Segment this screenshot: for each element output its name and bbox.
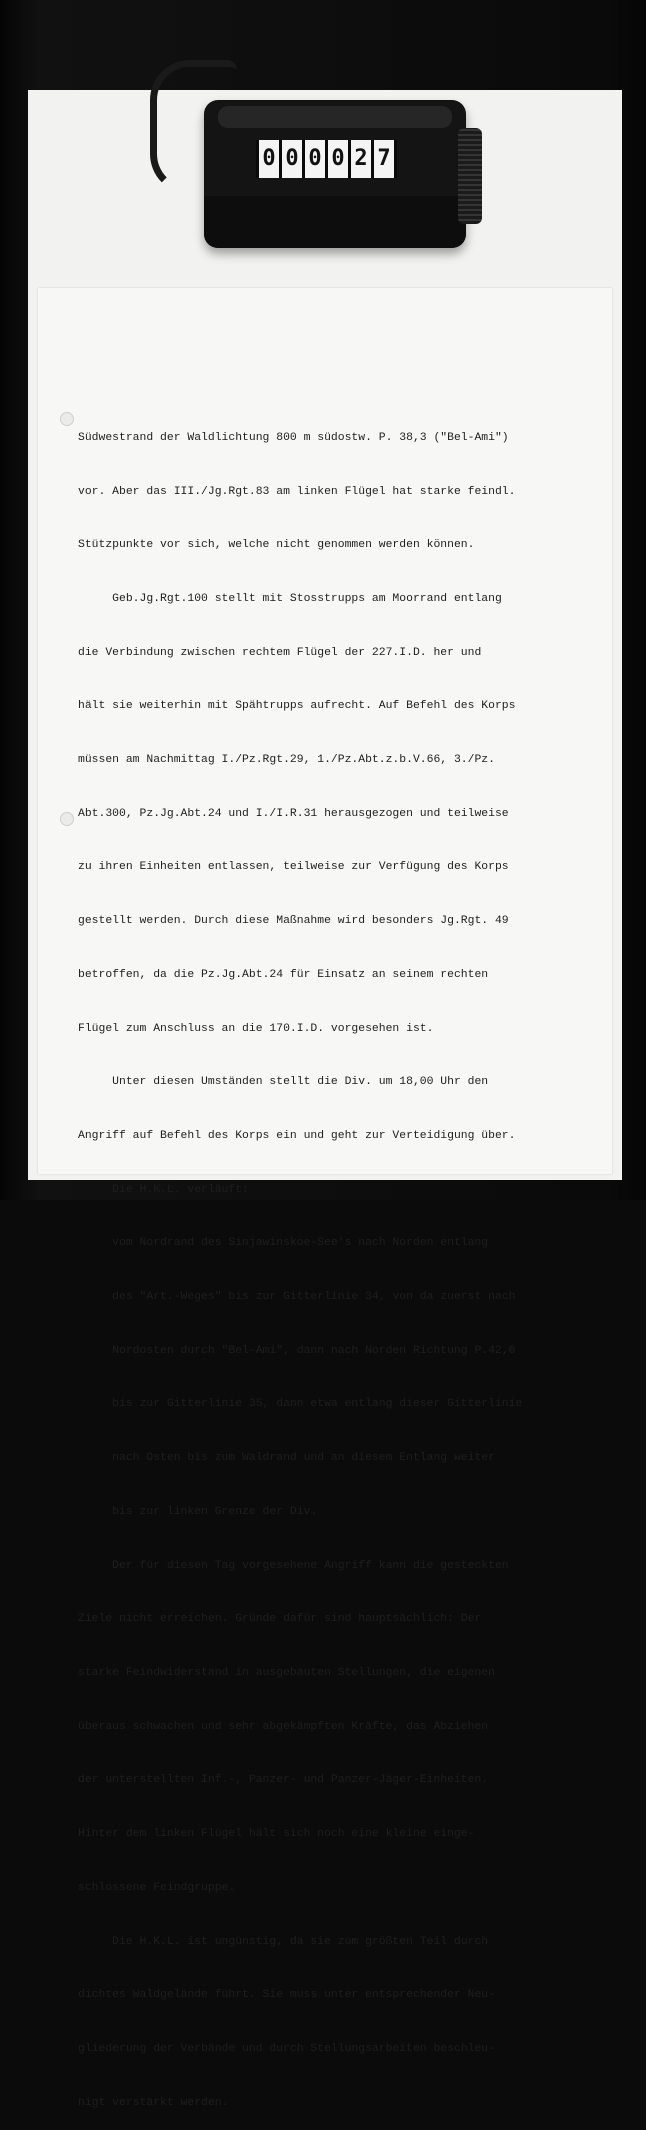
text-line: starke Feindwiderstand in ausgebauten Stellungen, die eigenen (78, 1666, 495, 1679)
text-line: Stützpunkte vor sich, welche nicht genommen werden können. (78, 539, 475, 552)
counter-knob (458, 128, 482, 224)
document-body (78, 394, 602, 2130)
text-line: Angriff auf Befehl des Korps ein und geht zur Verteidigung über. (78, 1129, 516, 1142)
text-line: Die H.K.L. verläuft: (78, 1183, 249, 1196)
counter-digit: 0 (328, 140, 348, 178)
text-line: Geb.Jg.Rgt.100 stellt mit Stosstrupps am Moorrand entlang (78, 592, 502, 605)
text-line: Nordosten durch "Bel-Ami", dann nach Norden Richtung P.42,0 (78, 1344, 516, 1357)
counter-housing-top (218, 106, 452, 128)
text-line: Hinter dem linken Flügel hält sich noch eine kleine einge- (78, 1828, 475, 1841)
text-line: vom Nordrand des Sinjawinskoe-See's nach Norden entlang (78, 1237, 489, 1250)
text-line: dichtes Waldgelände führt. Sie muss unter entsprechender Neu- (78, 1989, 495, 2002)
text-line: Der für diesen Tag vorgesehene Angriff kann die gesteckten (78, 1559, 509, 1572)
text-line: bis zur Gitterlinie 35, dann etwa entlang dieser Gitterlinie (78, 1398, 523, 1411)
text-line: Ziele nicht erreichen. Gründe dafür sind hauptsächlich: Der (78, 1613, 482, 1626)
text-line: zu ihren Einheiten entlassen, teilweise zur Verfügung des Korps (78, 861, 509, 874)
punch-hole (60, 812, 74, 826)
text-line: der unterstellten Inf.-, Panzer- und Panzer-Jäger-Einheiten. (78, 1774, 489, 1787)
counter-display (256, 140, 397, 178)
text-line: müssen am Nachmittag I./Pz.Rgt.29, 1./Pz.Abt.z.b.V.66, 3./Pz. (78, 754, 495, 767)
text-line: die Verbindung zwischen rechtem Flügel der 227.I.D. her und (78, 646, 482, 659)
text-line: schlossene Feindgruppe. (78, 1881, 236, 1894)
text-line: nigt verstärkt werden. (78, 2096, 229, 2109)
text-line: hält sie weiterhin mit Spähtrupps aufrecht. Auf Befehl des Korps (78, 700, 516, 713)
text-line: nach Osten bis zum Waldrand und an diesem Entlang weiter (78, 1452, 495, 1465)
punch-hole (60, 412, 74, 426)
text-line: betroffen, da die Pz.Jg.Abt.24 für Einsatz an seinem rechten (78, 968, 489, 981)
counter-digit: 2 (351, 140, 371, 178)
text-line: Flügel zum Anschluss an die 170.I.D. vorgesehen ist. (78, 1022, 434, 1035)
frame-counter (204, 100, 466, 248)
counter-digit: 0 (282, 140, 302, 178)
text-line: Südwestrand der Waldlichtung 800 m südostw. P. 38,3 ("Bel-Ami") (78, 431, 509, 444)
text-line: überaus schwachen und sehr abgekämpften Kräfte, das Abziehen (78, 1720, 489, 1733)
counter-digit: 7 (374, 140, 394, 178)
text-line: bis zur linken Grenze der Div. (78, 1505, 318, 1518)
counter-housing-base (204, 196, 466, 248)
text-line: Die H.K.L. ist ungünstig, da sie zum größten Teil durch (78, 1935, 489, 1948)
text-line: Abt.300, Pz.Jg.Abt.24 und I./I.R.31 herausgezogen und teilweise (78, 807, 509, 820)
text-line: vor. Aber das III./Jg.Rgt.83 am linken Flügel hat starke feindl. (78, 485, 516, 498)
text-line: des "Art.-Weges" bis zur Gitterlinie 34, von da zuerst nach (78, 1291, 516, 1304)
counter-digit: 0 (305, 140, 325, 178)
text-line: Unter diesen Umständen stellt die Div. um 18,00 Uhr den (78, 1076, 489, 1089)
text-line: gliederung der Verbände und durch Stellungsarbeiten beschleu- (78, 2042, 495, 2055)
counter-digit: 0 (259, 140, 279, 178)
text-line: gestellt werden. Durch diese Maßnahme wird besonders Jg.Rgt. 49 (78, 915, 509, 928)
